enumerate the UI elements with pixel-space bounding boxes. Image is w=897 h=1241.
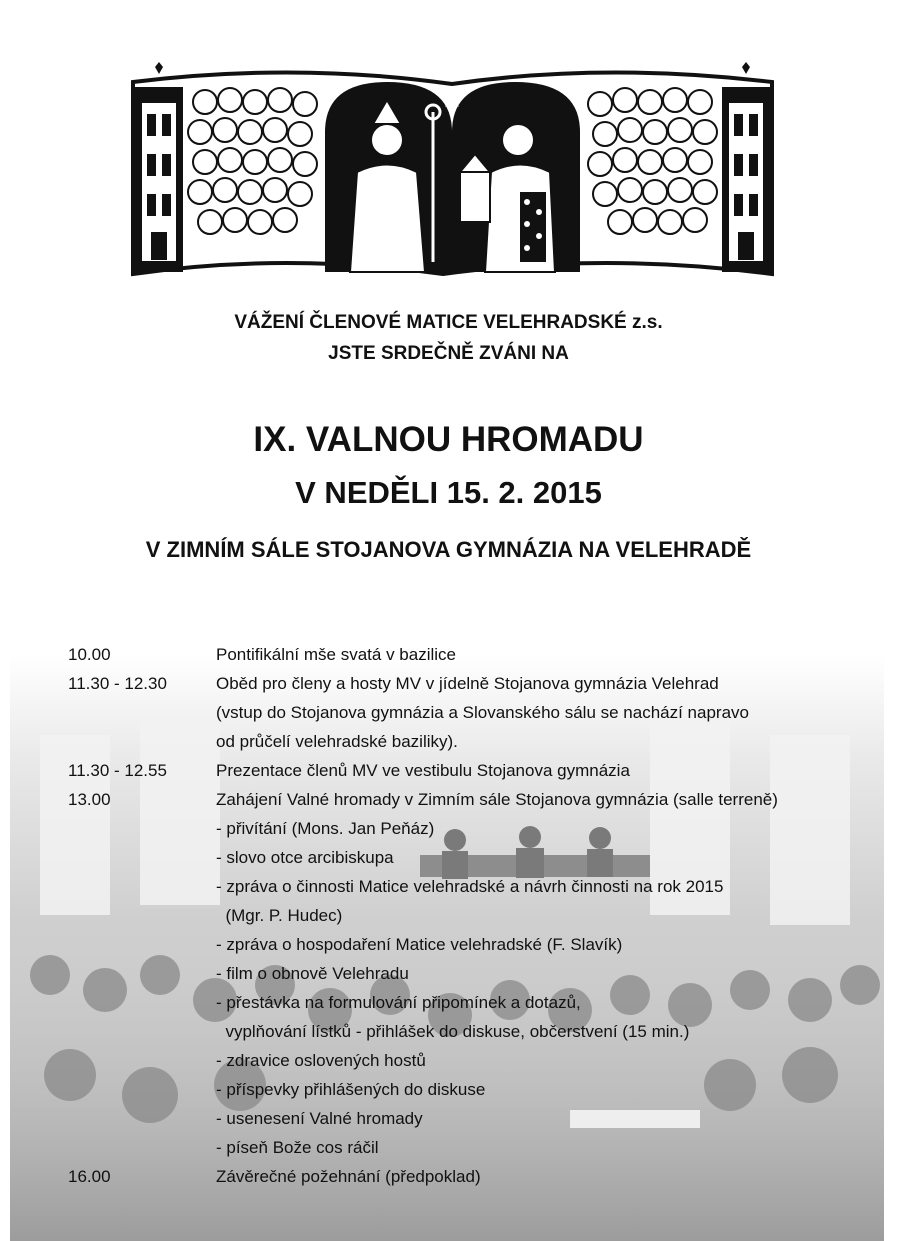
schedule-line: Závěrečné požehnání (předpoklad) (216, 1167, 481, 1186)
header-illustration (125, 62, 780, 284)
schedule-item (68, 785, 888, 1162)
schedule-time: 13.00 (68, 790, 111, 809)
schedule-description (216, 785, 888, 1162)
schedule-line: - slovo otce arcibiskupa (216, 848, 394, 867)
schedule-description (216, 640, 888, 669)
schedule-line: Prezentace členů MV ve vestibulu Stojanova gymnázia (216, 761, 630, 780)
schedule-line: Oběd pro členy a hosty MV v jídelně Stojanova gymnázia Velehrad (216, 674, 719, 693)
schedule-time: 11.30 - 12.30 (68, 674, 167, 693)
schedule-line: Pontifikální mše svatá v bazilice (216, 645, 456, 664)
schedule (68, 640, 888, 1191)
schedule-time: 10.00 (68, 645, 111, 664)
event-venue: V ZIMNÍM SÁLE STOJANOVA GYMNÁZIA NA VELEHRADĚ (145, 537, 752, 562)
schedule-description (216, 1162, 888, 1191)
schedule-line: - příspevky přihlášených do diskuse (216, 1080, 486, 1099)
schedule-line: - zpráva o činnosti Matice velehradské a návrh činnosti na rok 2015 (216, 877, 724, 896)
schedule-item (68, 1162, 888, 1191)
schedule-time: 16.00 (68, 1167, 111, 1186)
invitation-line-1: VÁŽENÍ ČLENOVÉ MATICE VELEHRADSKÉ z.s. (234, 312, 663, 333)
invitation-line-2: JSTE SRDEČNĚ ZVÁNI NA (328, 343, 569, 364)
schedule-item (68, 756, 888, 785)
left-tower (135, 62, 183, 272)
event-date: V NEDĚLI 15. 2. 2015 (295, 475, 602, 510)
schedule-line: - zdravice oslovených hostů (216, 1051, 426, 1070)
right-tower (722, 62, 770, 272)
schedule-line: vyplňování lístků - přihlášek do diskuse, občerstvení (15 min.) (216, 1022, 690, 1041)
schedule-line: - píseň Bože cos ráčil (216, 1138, 379, 1157)
schedule-item (68, 669, 888, 756)
schedule-line: - přivítání (Mons. Jan Peňáz) (216, 819, 435, 838)
schedule-time: 11.30 - 12.55 (68, 761, 167, 780)
schedule-line: (Mgr. P. Hudec) (216, 906, 343, 925)
schedule-line: (vstup do Stojanova gymnázia a Slovanského sálu se nachází napravo (216, 703, 749, 722)
event-title: IX. VALNOU HROMADU (253, 420, 644, 459)
schedule-line: - zpráva o hospodaření Matice velehradské (F. Slavík) (216, 935, 623, 954)
schedule-line: od průčelí velehradské baziliky). (216, 732, 458, 751)
schedule-description (216, 756, 888, 785)
schedule-item (68, 640, 888, 669)
schedule-description (216, 669, 888, 756)
schedule-line: Zahájení Valné hromady v Zimním sále Stojanova gymnázia (salle terreně) (216, 790, 778, 809)
schedule-line: - přestávka na formulování připomínek a dotazů, (216, 993, 581, 1012)
schedule-line: - usenesení Valné hromady (216, 1109, 423, 1128)
schedule-line: - film o obnově Velehradu (216, 964, 409, 983)
